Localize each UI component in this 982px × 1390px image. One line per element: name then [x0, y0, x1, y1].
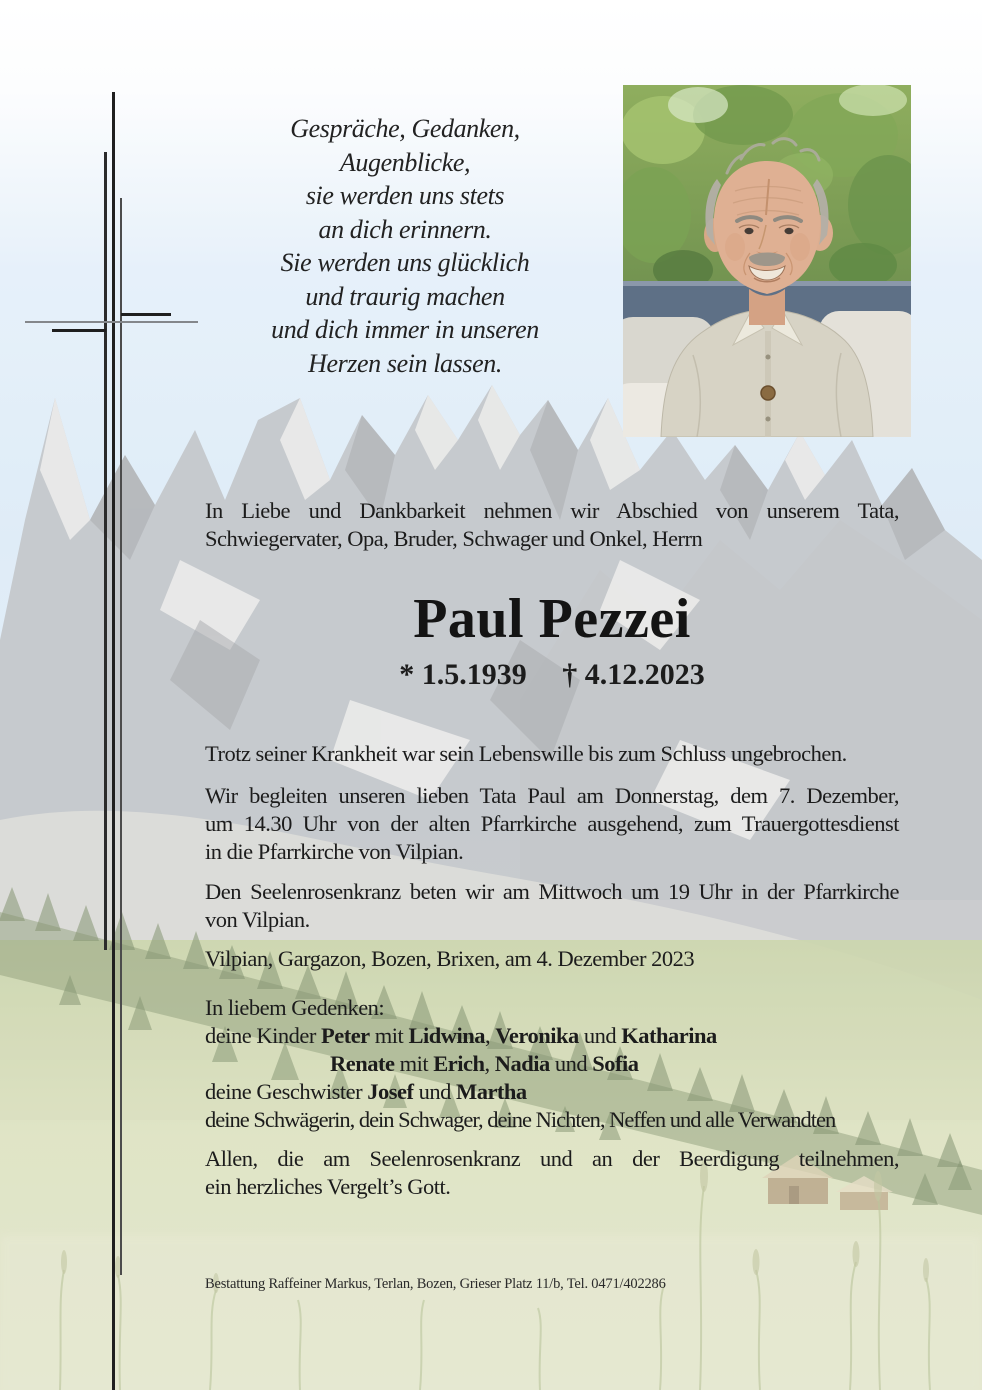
intro-line: Schwiegervater, Opa, Bruder, Schwager und Onkel, Herrn [205, 526, 703, 551]
relative-name: Martha [455, 1079, 527, 1104]
deceased-name: Paul Pezzei [413, 588, 691, 650]
relative-name: Peter [320, 1023, 370, 1048]
cross-vertical-main-line [112, 92, 115, 1390]
life-dates [205, 658, 899, 691]
cross-horizontal-right-line [121, 313, 171, 316]
cross-horizontal-left-line [52, 329, 106, 332]
text-segment: mit [369, 1023, 409, 1048]
funeral-home-footer: Bestattung Raffeiner Markus, Terlan, Bozen, Grieser Platz 11/b, Tel. 0471/402286 [205, 1276, 666, 1292]
text-segment: und [578, 1023, 622, 1048]
paragraph-line: von Vilpian. [205, 907, 310, 932]
poem-line: Gespräche, Gedanken, [290, 114, 520, 143]
poem-line: Herzen sein lassen. [308, 348, 502, 378]
remembrance-siblings-line [205, 1078, 899, 1106]
poem-line: Augenblicke, [339, 147, 471, 177]
paragraph-line: um 14.30 Uhr von der alten Pfarrkirche ausgehend, zum Trauergottesdienst [205, 811, 899, 836]
memorial-poem [205, 112, 605, 380]
paragraph-line: Vilpian, Gargazon, Bozen, Brixen, am 4. Dezember 2023 [205, 946, 695, 971]
relative-name: Sofia [592, 1051, 639, 1076]
remembrance-header: In liebem Gedenken: [205, 995, 385, 1020]
text-segment: mit [394, 1051, 434, 1076]
cross-vertical-right-line [120, 198, 122, 1275]
relative-name: Lidwina [408, 1023, 485, 1048]
relative-name: Nadia [494, 1051, 550, 1076]
text-segment: und [549, 1051, 593, 1076]
poem-line: Sie werden uns glücklich [280, 248, 530, 277]
text-segment: , [484, 1023, 496, 1048]
paragraph-line: ein herzliches Vergelt’s Gott. [205, 1174, 451, 1199]
thanks-paragraph [205, 1145, 899, 1201]
remembrance-children-line2 [205, 1050, 899, 1078]
relative-name: Josef [367, 1079, 414, 1104]
intro-line: In Liebe und Dankbarkeit nehmen wir Abschied von unserem Tata, [205, 498, 899, 523]
relative-name: Renate [330, 1051, 395, 1076]
paragraph-line: Trotz seiner Krankheit war sein Lebenswille bis zum Schluss ungebrochen. [205, 741, 847, 766]
death-date: † 4.12.2023 [562, 658, 705, 691]
text-segment: , [484, 1051, 495, 1076]
poem-line: und dich immer in unseren [271, 315, 539, 344]
paragraph-line: Wir begleiten unseren lieben Tata Paul am Donnerstag, dem 7. Dezember, [205, 783, 899, 808]
places-date-line [205, 945, 899, 973]
remembrance-children-line [205, 1022, 899, 1050]
poem-line: sie werden uns stets [305, 181, 505, 210]
paragraph-line: Den Seelenrosenkranz beten wir am Mittwoch um 19 Uhr in der Pfarrkirche [205, 879, 899, 904]
paragraph-line: in die Pfarrkirche von Vilpian. [205, 839, 464, 864]
intro-paragraph [205, 497, 899, 553]
birth-date: * 1.5.1939 [399, 658, 527, 691]
photo-pendant [761, 386, 775, 400]
relative-name: Katharina [621, 1023, 717, 1048]
text-segment: und [413, 1079, 456, 1104]
cross-horizontal-long-line [25, 321, 198, 323]
relative-name: Veronika [495, 1023, 579, 1048]
rosary-paragraph [205, 878, 899, 934]
relative-name: Erich [433, 1051, 485, 1076]
text-segment: deine Kinder [205, 1023, 321, 1048]
paragraph-line: Allen, die am Seelenrosenkranz und an der Beerdigung teilnehmen, [205, 1146, 899, 1171]
poem-line: an dich erinnern. [318, 214, 492, 244]
resilience-paragraph [205, 740, 899, 768]
text-segment: deine Geschwister [205, 1079, 368, 1104]
cross-vertical-left-line [104, 152, 107, 950]
remembrance-relatives-line: deine Schwägerin, dein Schwager, deine Nichten, Neffen und alle Verwandten [205, 1107, 836, 1132]
poem-line: und traurig machen [305, 281, 505, 311]
remembrance-list [205, 994, 899, 1134]
portrait-photo [623, 85, 911, 437]
funeral-service-paragraph [205, 782, 899, 866]
